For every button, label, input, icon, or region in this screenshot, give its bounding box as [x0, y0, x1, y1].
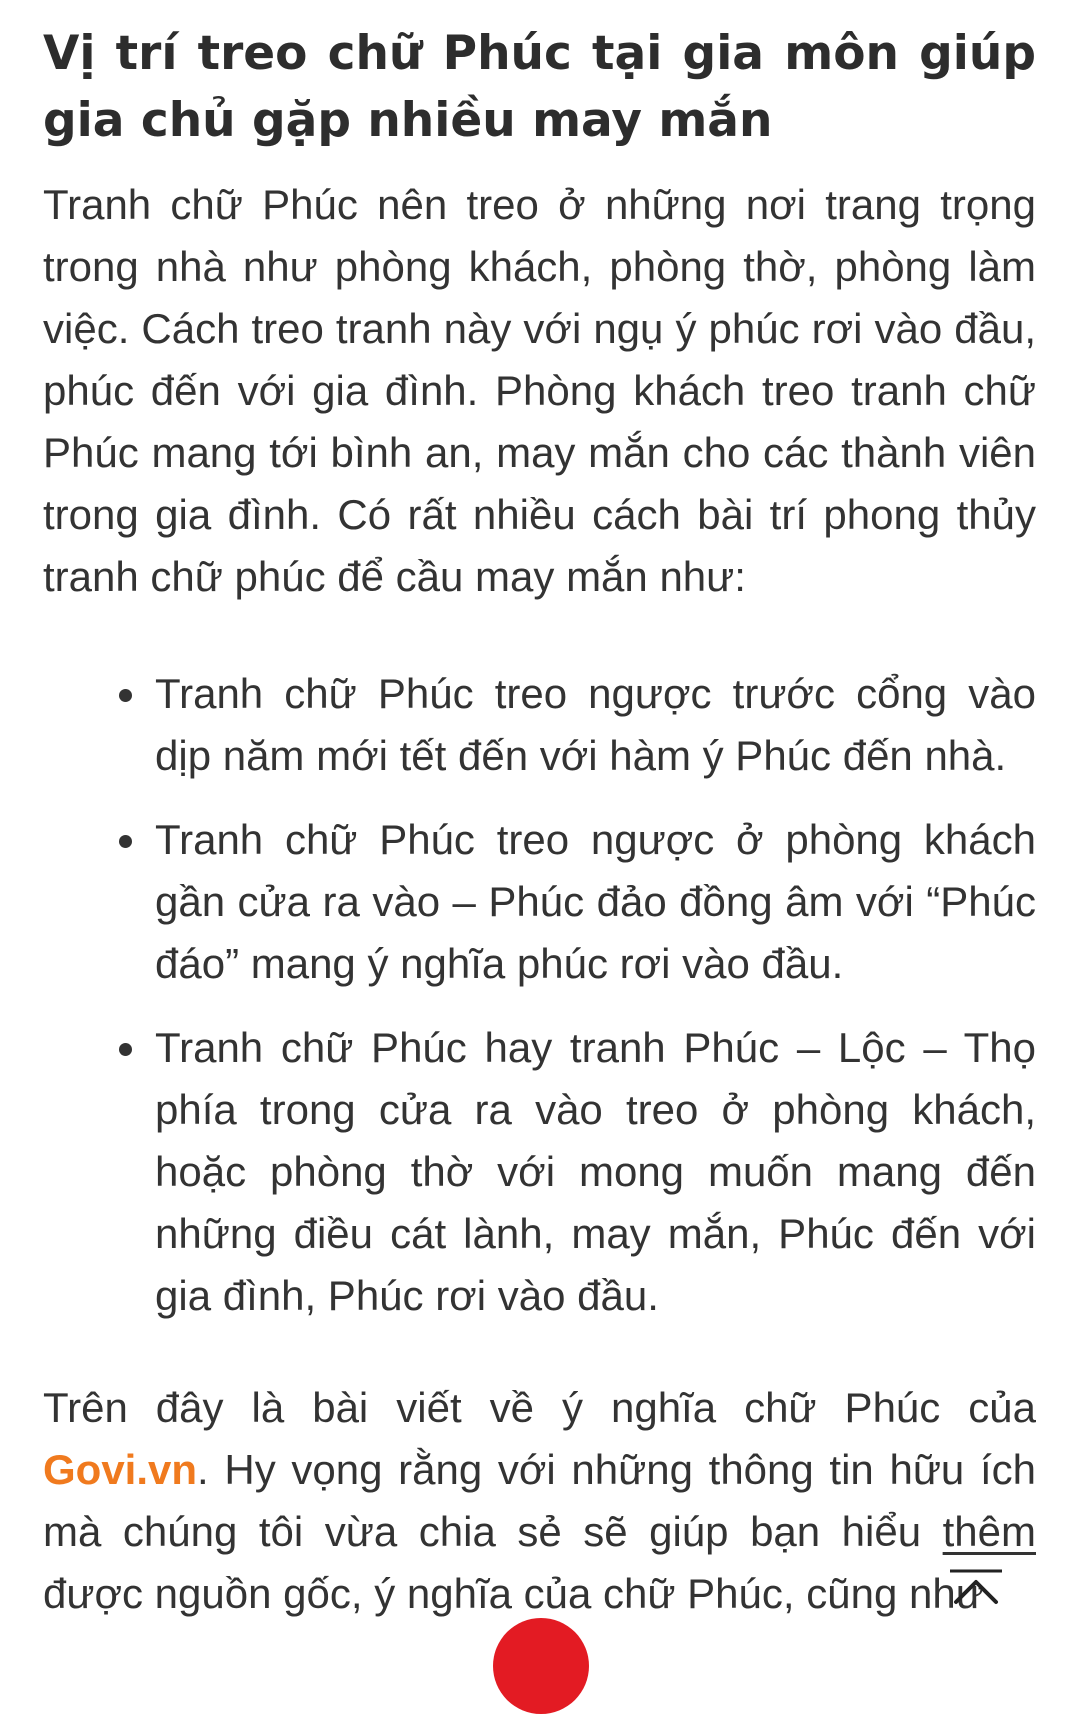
govi-link[interactable]: Govi.vn: [43, 1446, 198, 1493]
list-item: [155, 663, 1036, 787]
article-content: [43, 20, 1036, 1625]
list-item: [155, 809, 1036, 995]
closing-text-middle: . Hy vọng rằng với những thông tin hữu ích mà chúng tôi vừa chia sẻ sẽ giúp bạn hiểu: [43, 1446, 1036, 1555]
scroll-to-top-button[interactable]: [948, 1568, 1004, 1608]
list-item-text: Tranh chữ Phúc treo ngược trước cổng vào dịp năm mới tết đến với hàm ý Phúc đến nhà.: [155, 670, 1036, 779]
bullet-icon: [119, 1043, 132, 1056]
list-item-text: Tranh chữ Phúc hay tranh Phúc – Lộc – Thọ phía trong cửa ra vào treo ở phòng khách, hoặc phòng thờ với mong muốn mang đến những điều cát lành, may mắn, Phúc đến với gia đình, Phúc rơi vào đầu.: [155, 1024, 1036, 1319]
bullet-icon: [119, 689, 132, 702]
underlined-word: thêm: [942, 1508, 1036, 1555]
section-heading: Vị trí treo chữ Phúc tại gia môn giúp gia chủ gặp nhiều may mắn: [43, 26, 1036, 148]
bullet-list: [43, 663, 1036, 1327]
chevron-up-icon: [948, 1568, 1004, 1608]
closing-paragraph: [43, 1377, 1036, 1625]
closing-text-end: được nguồn gốc, ý nghĩa của chữ Phúc, cũng như: [43, 1570, 984, 1617]
floating-action-button[interactable]: [493, 1618, 589, 1714]
intro-paragraph: Tranh chữ Phúc nên treo ở những nơi trang trọng trong nhà như phòng khách, phòng thờ, phòng làm việc. Cách treo tranh này với ngụ ý phúc rơi vào đầu, phúc đến với gia đình. Phòng khách treo tranh chữ Phúc mang tới bình an, may mắn cho các thành viên trong gia đình. Có rất nhiều cách bài trí phong thủy tranh chữ phúc để cầu may mắn như:: [43, 181, 1036, 600]
bullet-icon: [119, 835, 132, 848]
list-item: [155, 1017, 1036, 1327]
list-item-text: Tranh chữ Phúc treo ngược ở phòng khách gần cửa ra vào – Phúc đảo đồng âm với “Phúc đáo” mang ý nghĩa phúc rơi vào đầu.: [155, 816, 1036, 987]
closing-text-start: Trên đây là bài viết về ý nghĩa chữ Phúc của: [43, 1384, 1036, 1431]
